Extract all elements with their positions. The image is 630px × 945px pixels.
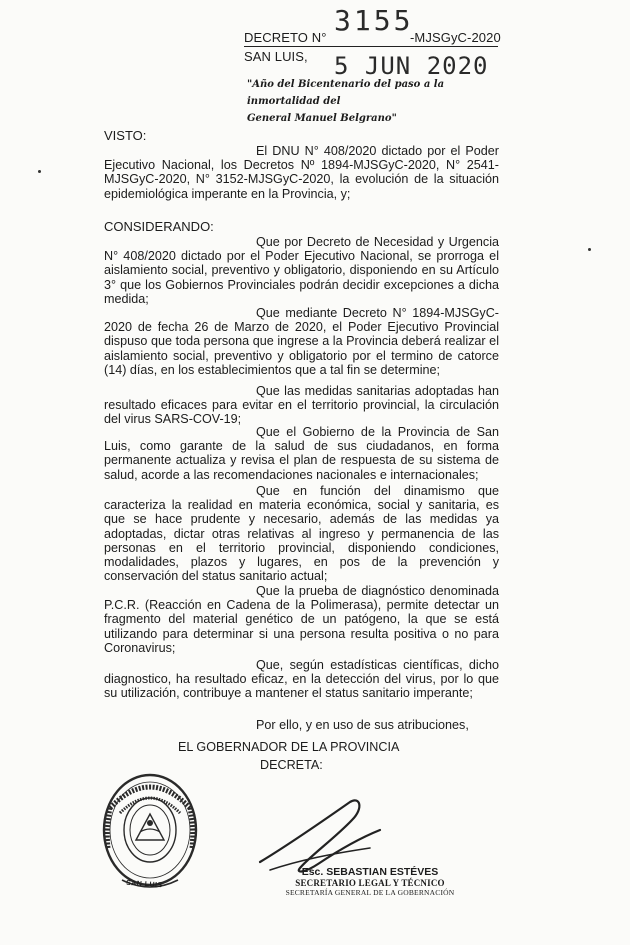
motto-line-2: General Manuel Belgrano" — [247, 113, 397, 124]
signatory-name: Esc. SEBASTIAN ESTÉVES — [301, 866, 439, 878]
decreto-suffix: -MJSGyC-2020 — [410, 30, 501, 45]
seal-graphic — [100, 768, 200, 898]
governor-heading: EL GOBERNADOR DE LA PROVINCIA — [178, 740, 400, 754]
visto-paragraph: El DNU N° 408/2020 dictado por el Poder Ejecutivo Nacional, los Decretos Nº 1894-MJSGyC-2020, N° 2541-MJSGyC-2020, N° 3152-MJSGyC-2020, la evolución de la situación epidemiológica imperante en la Provincia, y; — [104, 144, 499, 201]
official-seal — [100, 768, 200, 898]
seal-bottom-text: SAN LUIS — [125, 879, 163, 890]
considerando-paragraph-5: Que en función del dinamismo que caracteriza la realidad en materia económica, social y sanitaria, es que se hace prudente y necesario, además de las medidas ya adoptadas, dictar otras relativas al ingreso y permanencia de las personas en el territorio provincial, disponiendo condiciones, modalidades, plazos y lugares, en pos de la prevención y conservación del status sanitario actual; — [104, 484, 499, 584]
motto — [247, 76, 507, 127]
place-label: SAN LUIS, — [244, 49, 308, 64]
closing-phrase: Por ello, y en uso de sus atribuciones, — [256, 718, 469, 732]
considerando-paragraph-4: Que el Gobierno de la Provincia de San Luis, como garante de la salud de sus ciudadanos, en forma permanente actualiza y revisa el plan de respuesta de su sistema de salud, acorde a las recomendaciones nacionales e internacionales; — [104, 425, 499, 482]
considerando-heading: CONSIDERANDO: — [104, 219, 214, 234]
margin-mark — [38, 170, 41, 173]
motto-line-1: "Año del Bicentenario del paso a la inmortalidad del — [247, 79, 445, 107]
decreto-date: 5 JUN 2020 — [334, 52, 489, 80]
decreta-heading: DECRETA: — [260, 758, 323, 772]
considerando-paragraph-1: Que por Decreto de Necesidad y Urgencia N° 408/2020 dictado por el Poder Ejecutivo Nacional, se prorroga el aislamiento social, preventivo y obligatorio, disponiendo en su Artículo 3° que los Gobiernos Provinciales podrán decidir excepciones a dicha medida; — [104, 235, 499, 306]
considerando-paragraph-2: Que mediante Decreto N° 1894-MJSGyC-2020 de fecha 26 de Marzo de 2020, el Poder Ejecutivo Provincial dispuso que toda persona que ingrese a la Provincia deberá realizar el aislamiento social, preventivo y obligatorio por el termino de catorce (14) días, en los establecimientos que a tal fin se determine; — [104, 306, 499, 377]
considerando-paragraph-3: Que las medidas sanitarias adoptadas han resultado eficaces para evitar en el territorio provincial, la circulación del virus SARS-COV-19; — [104, 384, 499, 427]
margin-mark — [588, 248, 591, 251]
considerando-paragraph-6: Que la prueba de diagnóstico denominada P.C.R. (Reacción en Cadena de la Polimerasa), permite detectar un fragmento del material genético de un patógeno, la que se está utilizando para determinar si una persona resulta positiva o no para Coronavirus; — [104, 584, 499, 655]
header-underline — [244, 46, 498, 47]
decreto-label: DECRETO N° — [244, 30, 327, 45]
signature-block — [280, 866, 460, 898]
signatory-office: SECRETARÍA GENERAL DE LA GOBERNACIÓN — [285, 888, 455, 897]
signatory-title: SECRETARIO LEGAL Y TÉCNICO — [295, 878, 445, 888]
considerando-paragraph-7: Que, según estadísticas científicas, dicho diagnostico, ha resultado eficaz, en la detección del virus, por lo que su utilización, contribuye a mantener el status sanitario imperante; — [104, 658, 499, 701]
visto-heading: VISTO: — [104, 128, 147, 143]
decreto-number: 3155 — [334, 4, 414, 37]
